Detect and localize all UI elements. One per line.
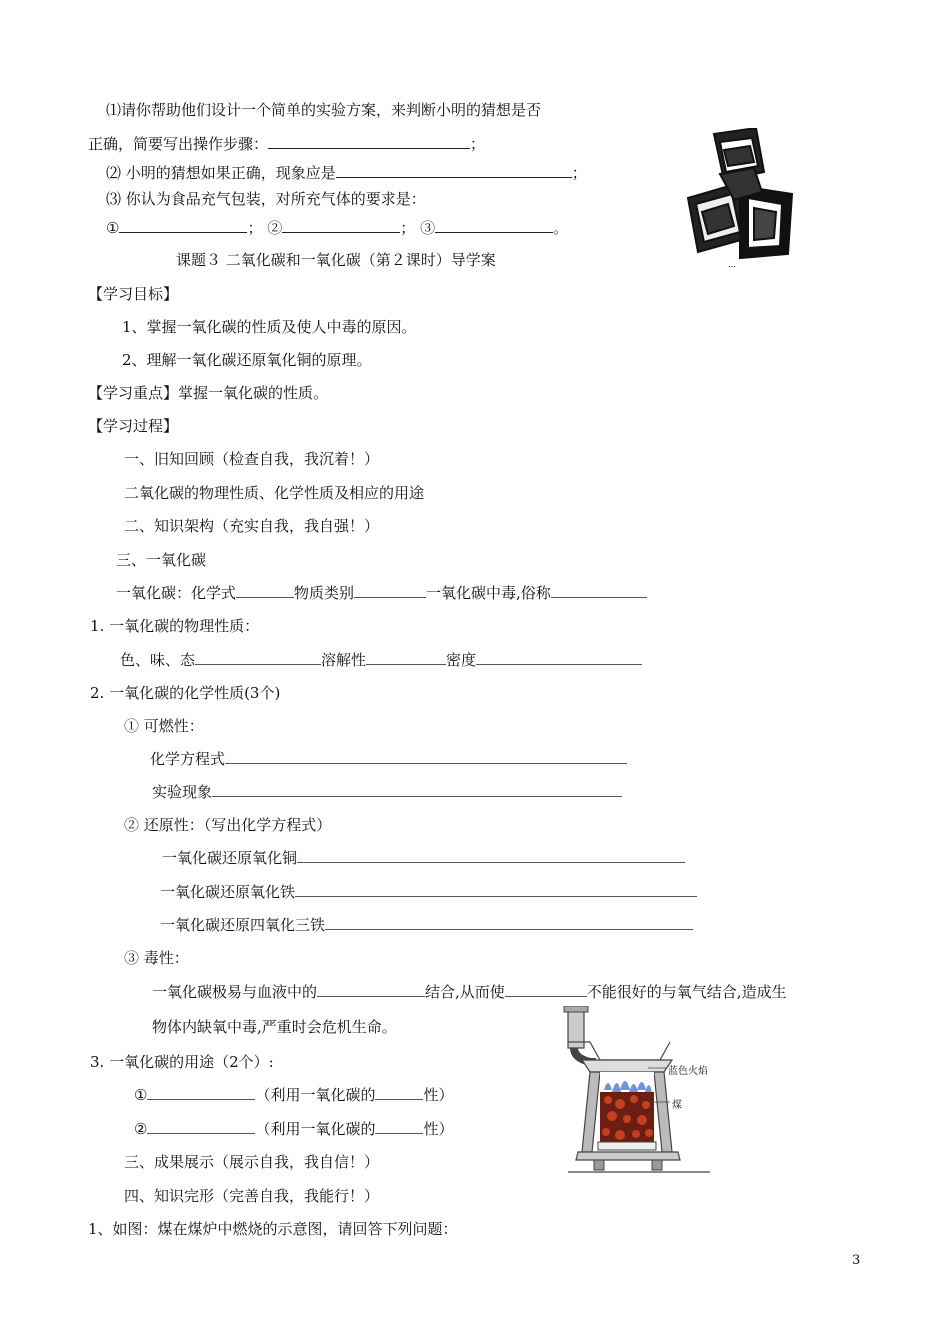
page-number: 3 [852,1253,861,1268]
phys-props: 色、味、态 溶解性 密度 [120,650,642,670]
category-blank[interactable] [354,583,426,598]
chem-heading: 2. 一氧化碳的化学性质(3个) [90,684,281,702]
q3-line: ⑶ 你认为食品充气包装，对所充气体的要求是： [106,190,426,208]
common-name-blank[interactable] [551,583,647,598]
observation-line: 实验现象 [152,782,622,802]
snack-bags-image [684,128,804,268]
toxic-heading: ③ 毒性： [124,949,189,967]
reduce-fe2o3: 一氧化碳还原氧化铁 [160,882,697,902]
q2-line: ⑵ 小明的猜想如果正确，现象应是 ； [106,164,587,182]
use-2-blank[interactable] [147,1119,255,1134]
page-title: 课题３ 二氧化碳和一氧化碳（第２课时）导学案 [176,251,496,269]
req-blank-2[interactable] [282,218,400,233]
review-text: 二氧化碳的物理性质、化学性质及相应的用途 [124,484,425,502]
use-2-prop-blank[interactable] [375,1119,423,1134]
use-1-prop-blank[interactable] [375,1085,423,1100]
flame-label: 蓝色火焰 [668,1066,708,1077]
formula-blank[interactable] [236,583,294,598]
complete-heading: 四、知识完形（完善自我，我能行！） [124,1187,380,1205]
steps-blank[interactable] [268,134,470,149]
use-1-blank[interactable] [147,1085,255,1100]
q3-answers: ① ； ② ； ③ 。 [106,219,569,237]
solubility-blank[interactable] [366,650,446,665]
phys-heading: 1. 一氧化碳的物理性质： [90,617,260,635]
svg-text:...: ... [728,260,736,268]
req-blank-3[interactable] [435,218,553,233]
reduce-fe3o4: 一氧化碳还原四氧化三铁 [160,915,693,935]
use-1: ① （利用一氧化碳的 性） [134,1086,454,1104]
toxic-line-1: 一氧化碳极易与血液中的 结合,从而使 不能很好的与氧气结合,造成生 [152,983,787,1001]
co-basics: 一氧化碳：化学式 物质类别 一氧化碳中毒,俗称 [116,583,647,603]
use-2: ② （利用一氧化碳的 性） [134,1120,454,1138]
equation-line: 化学方程式 [150,749,627,769]
observation-blank[interactable] [212,782,622,797]
q1-line: ⑴请你帮助他们设计一个简单的实验方案，来判断小明的猜想是否 [106,101,542,119]
results-heading: 三、成果展示（展示自我，我自信！） [124,1153,380,1171]
req-blank-1[interactable] [119,218,247,233]
reduce-fe2o3-blank[interactable] [295,882,697,897]
toxic-line-2: 物体内缺氧中毒,严重时会危机生命。 [152,1018,397,1036]
equation-blank[interactable] [225,749,627,764]
hemoglobin-blank[interactable] [505,982,587,997]
combust-heading: ① 可燃性： [124,717,204,735]
coal-stove-image [560,1006,720,1176]
q1-steps-line: 正确，简要写出操作步骤： ； [88,135,486,153]
reduce-fe3o4-blank[interactable] [325,915,693,930]
reduce-cuo: 一氧化碳还原氧化铜 [162,848,685,868]
density-blank[interactable] [476,650,642,665]
coal-label: 煤 [672,1100,682,1111]
question-1: 1、如图：煤在煤炉中燃烧的示意图，请回答下列问题： [88,1220,458,1238]
use-heading: 3. 一氧化碳的用途（2个）: [90,1053,274,1071]
phenomenon-blank[interactable] [336,163,572,178]
goal-1: 1、掌握一氧化碳的性质及使人中毒的原因。 [122,318,417,336]
co-heading: 三、一氧化碳 [116,551,207,569]
framework-heading: 二、知识架构（充实自我，我自强！） [124,517,380,535]
review-heading: 一、旧知回顾（检查自我，我沉着！） [124,450,380,468]
blood-blank[interactable] [317,982,425,997]
reduce-cuo-blank[interactable] [297,848,685,863]
process-heading: 【学习过程】 [88,417,179,435]
color-blank[interactable] [195,650,321,665]
goal-2: 2、理解一氧化碳还原氧化铜的原理。 [122,351,372,369]
reduce-heading: ② 还原性：（写出化学方程式） [124,816,332,834]
goals-heading: 【学习目标】 [88,285,179,303]
focus-line: 【学习重点】掌握一氧化碳的性质。 [88,384,329,402]
